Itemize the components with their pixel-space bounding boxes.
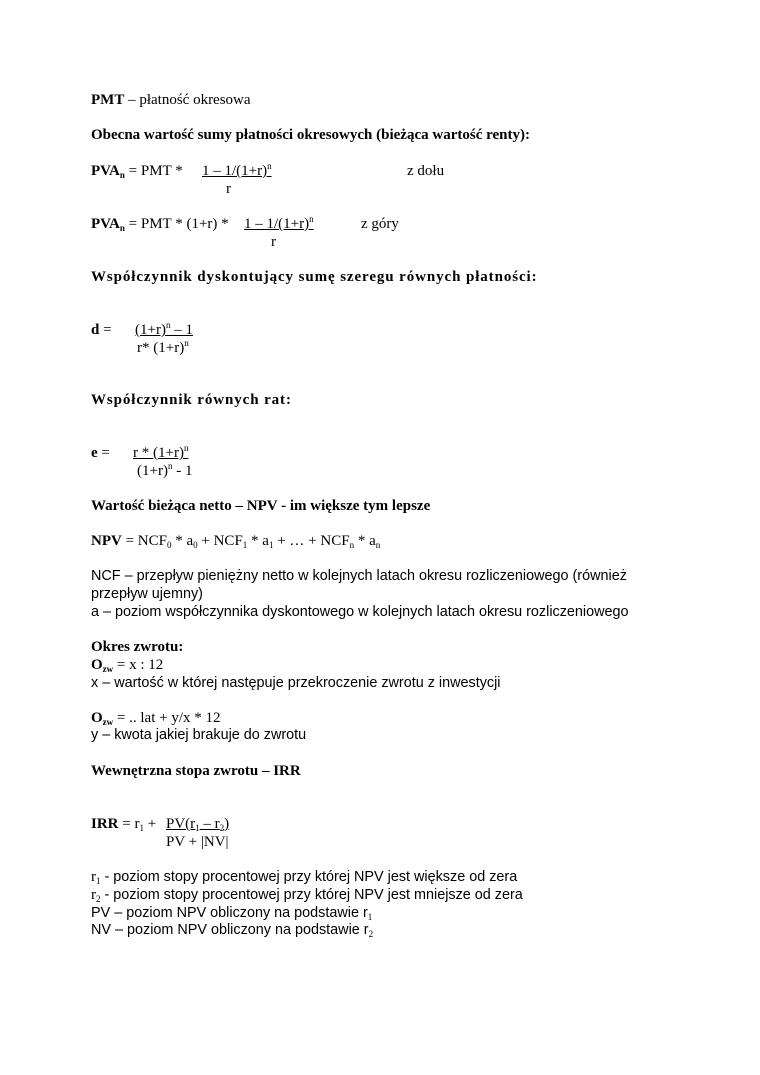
x-description: x – wartość w której następuje przekroczenie zwrotu z inwestycji [91,675,501,691]
pmt-symbol: PMT [91,92,125,108]
a-description: a – poziom współczynnika dyskontowego w kolejnych latach okresu rozliczeniowego [91,604,629,620]
ncf-description: NCF – przepływ pieniężny netto w kolejnych latach okresu rozliczeniowego (również [91,568,627,584]
discount-numerator: $(1+r)^n - 1$ [135,320,193,338]
nv-description: NV – poziom NPV obliczony na podstawie $r_2$ [91,922,374,939]
pmt-definition [91,91,251,109]
pva-note-advance: z góry [361,216,399,232]
ncf-description-cont: przepływ ujemny) [91,586,203,602]
pva-heading: Obecna wartość sumy płatności okresowych (bieżąca wartość renty): [91,127,530,143]
discount-heading: Współczynnik dyskontujący sumę szeregu równych płatności: [91,269,538,285]
pva-formula-arrears: $PVA_n$ = PMT * [91,163,183,180]
npv-formula: NPV = $NCF_0 * a_0 + NCF_1 * a_1$ + … + $NCF_n * a_n$ [91,533,381,550]
irr-heading: Wewnętrzna stopa zwrotu – IRR [91,763,301,779]
payback-formula-1: $O_{zw} = x$ : 12 [91,657,164,674]
pva-note-arrears: z dołu [407,163,445,179]
irr-denominator: PV + |NV| [166,834,229,850]
pva-denominator: r [271,234,276,250]
pva-lhs: $PVA_n$ [91,216,125,233]
y-description: y – kwota jakiej brakuje do zwrotu [91,727,307,743]
r1-description: $r_1$ - poziom stopy procentowej przy której NPV jest większe od zera [91,869,518,886]
discount-formula: d = [91,322,112,338]
payback-formula-2: $O_{zw}$ = .. lat + y/x * 12 [91,710,221,727]
installments-denominator: $(1+r)^n - 1$ [137,461,193,479]
installments-numerator: $r * (1+r)^n$ [133,443,189,461]
pv-description: PV – poziom NPV obliczony na podstawie $r_1$ [91,905,373,922]
installments-formula: e = [91,445,110,461]
pva-denominator: r [226,181,231,197]
r2-description: $r_2$ - poziom stopy procentowej przy której NPV jest mniejsze od zera [91,887,523,904]
discount-denominator: r* $(1+r)^n$ [137,338,189,356]
pva-lhs: $PVA_n$ [91,163,125,180]
payback-heading: Okres zwrotu: [91,639,184,655]
installments-heading: Współczynnik równych rat: [91,392,292,408]
irr-numerator: $PV(r_1 - r_2)$ [166,816,230,833]
pva-formula-advance: $PVA_n$ = PMT * (1+r) * [91,216,229,233]
pva-numerator: $1 - 1/(1+r)^n$ [244,214,314,232]
npv-heading: Wartość bieżąca netto – NPV - im większe tym lepsze [91,498,431,514]
pmt-description: – płatność okresowa [124,92,251,108]
irr-formula: IRR = $r_1$ + [91,816,157,833]
pva-numerator: $1 - 1/(1+r)^n$ [202,161,272,179]
